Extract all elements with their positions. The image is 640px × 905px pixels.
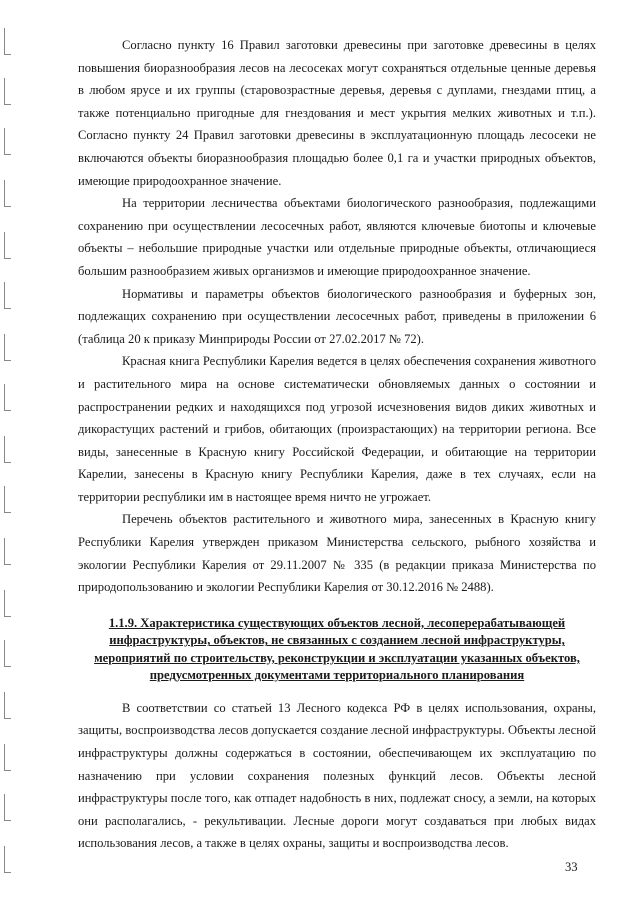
document-body (78, 34, 596, 855)
paragraph-tree-retention: Согласно пункту 16 Правил заготовки древесины при заготовке древесины в целях повышения биоразнообразия лесов на лесосеках могут сохраняться отдельные ценные деревья в любом ярусе и их группы (старовозрастные деревья, деревья с дуплами, гнездами птиц, а также потенциально пригодные для гнездования и мест укрытия мелких животных и т.п.). Согласно пункту 24 Правил заготовки древесины в эксплуатационную площадь лесосеки не включаются объекты биоразнообразия площадью более 0,1 га и участки природных объектов, имеющие природоохранное значение. (78, 38, 596, 188)
paragraph-red-book-list: Перечень объектов растительного и животного мира, занесенных в Красную книгу Республики Карелия утвержден приказом Министерства сельского, рыбного хозяйства и экологии Республики Карелия от 29.11.2007 № 335 (в редакции приказа Министерства по природопользованию и экологии Республики Карелия от 30.12.2016 № 2488). (78, 512, 596, 595)
paragraph-red-book: Красная книга Республики Карелия ведется в целях обеспечения сохранения животного и растительного мира на основе систематически обновляемых данных о состоянии и распространении редких и находящихся под угрозой исчезновения видов диких животных и дикорастущих растений и грибов, обитающих (произрастающих) на территории региона. Все виды, занесенные в Красную книгу Российской Федерации, и обитающие на территории Карелии, занесены в Красную книгу Республики Карелия, даже в тех случаях, если на территории республики им в настоящее время ничто не угрожает. (78, 354, 596, 504)
paragraph-forest-infrastructure: В соответствии со статьей 13 Лесного кодекса РФ в целях использования, охраны, защиты, воспроизводства лесов допускается создание лесной инфраструктуры. Объекты лесной инфраструктуры должны содержаться в состоянии, обеспечивающем их эксплуатацию по назначению при условии сохранения полезных функций лесов. Объекты лесной инфраструктуры после того, как отпадет надобность в них, подлежат сносу, а земли, на которых они располагались, - рекультивации. Лесные дороги могут создаваться при любых видах использования лесов, а также в целях охраны, защиты и воспроизводства лесов. (78, 700, 596, 851)
paragraph-norms: Нормативы и параметры объектов биологического разнообразия и буферных зон, подлежащих сохранению при осуществлении лесосечных работ, приведены в приложении 6 (таблица 20 к приказу Минприроды России от 27.02.2017 № 72). (78, 286, 596, 346)
scan-binding-marks (0, 0, 30, 905)
section-heading-text: 1.1.9. Характеристика существующих объектов лесной, лесоперерабатывающей инфраструктуры, объектов, не связанных с созданием лесной инфраструктуры, мероприятий по строительству, реконструкции и эксплуатации указанных объектов, предусмотренных документами территориального планирования (94, 615, 580, 683)
section-heading (78, 615, 596, 685)
paragraph-biodiversity-objects: На территории лесничества объектами биологического разнообразия, подлежащими сохранению при осуществлении лесосечных работ, являются ключевые биотопы и ключевые объекты – небольшие природные участки или отдельные природные объекты, отличающиеся большим разнообразием живых организмов и имеющие природоохранное значение. (78, 196, 596, 278)
page-number: 33 (565, 860, 578, 874)
